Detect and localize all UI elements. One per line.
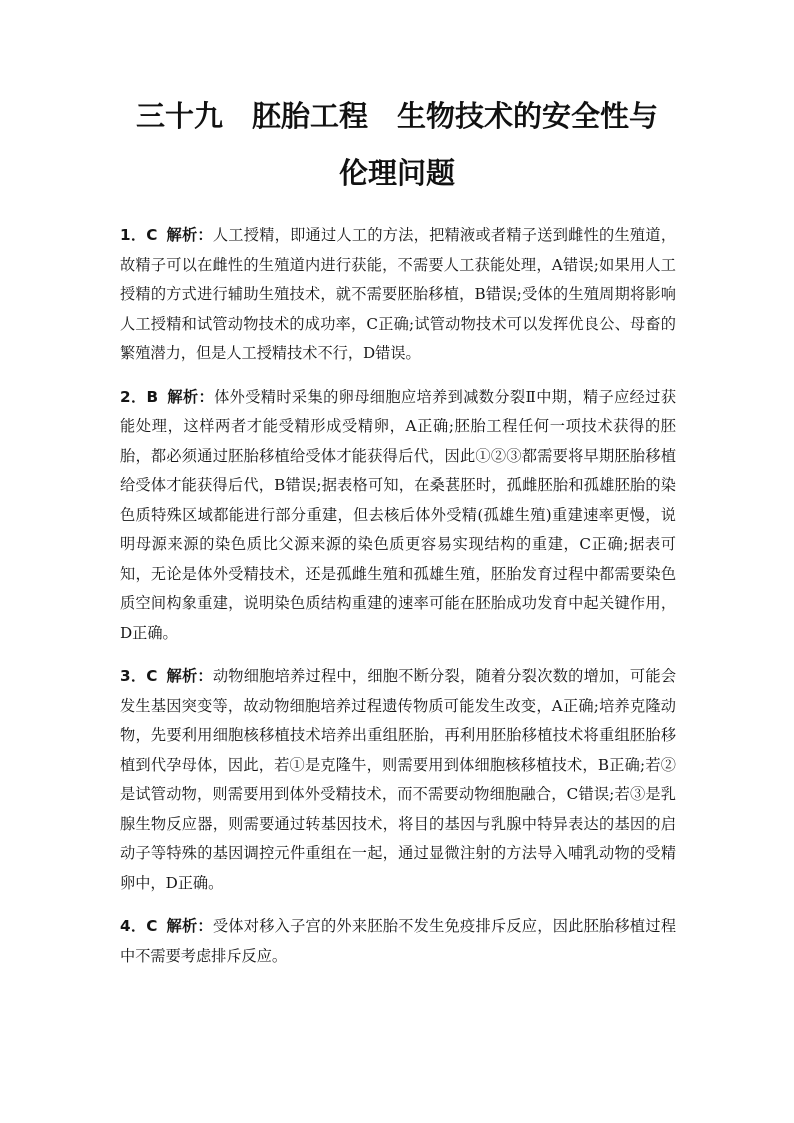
analysis-label: 解析： xyxy=(166,917,213,935)
answer-number: 4．C xyxy=(120,917,158,935)
analysis-label: 解析： xyxy=(166,667,213,685)
analysis-text: 动物细胞培养过程中，细胞不断分裂，随着分裂次数的增加，可能会发生基因突变等，故动物细胞培养过程遗传物质可能发生改变，A正确;培养克隆动物，先要利用细胞核移植技术培养出重组胚胎，再利用胚胎移植技术将重组胚胎移植到代孕母体，因此，若①是克隆牛，则需要用到体细胞核移植技术，B正确;若②是试管动物，则需要用到体外受精技术，而不需要动物细胞融合，C错误;若③是乳腺生物反应器，则需要通过转基因技术，将目的基因与乳腺中特异表达的基因的启动子等特殊的基因调控元件重组在一起，通过显微注射的方法导入哺乳动物的受精卵中，D正确。 xyxy=(120,667,677,892)
answer-item-2 xyxy=(120,383,676,649)
page-title-line-1: 三十九 胚胎工程 生物技术的安全性与 xyxy=(135,99,658,133)
answer-item-1 xyxy=(120,221,676,369)
analysis-label: 解析： xyxy=(166,226,213,244)
analysis-text: 人工授精，即通过人工的方法，把精液或者精子送到雌性的生殖道，故精子可以在雌性的生殖道内进行获能，不需要人工获能处理，A错误;如果用人工授精的方式进行辅助生殖技术，就不需要胚胎移植，B错误;受体的生殖周期将影响人工授精和试管动物技术的成功率，C正确;试管动物技术可以发挥优良公、母畜的繁殖潜力，但是人工授精技术不行，D错误。 xyxy=(120,226,677,362)
analysis-text: 体外受精时采集的卵母细胞应培养到减数分裂Ⅱ中期，精子应经过获能处理，这样两者才能受精形成受精卵，A正确;胚胎工程任何一项技术获得的胚胎，都必须通过胚胎移植给受体才能获得后代，因此①②③都需要将早期胚胎移植给受体才能获得后代，B错误;据表格可知，在桑葚胚时，孤雌胚胎和孤雄胚胎的染色质特殊区域都能进行部分重建，但去核后体外受精(孤雄生殖)重建速率更慢，说明母源来源的染色质比父源来源的染色质更容易实现结构的重建，C正确;据表可知，无论是体外受精技术，还是孤雌生殖和孤雄生殖，胚胎发育过程中都需要染色质空间构象重建，说明染色质结构重建的速率可能在胚胎成功发育中起关键作用，D正确。 xyxy=(120,387,677,642)
answer-item-4 xyxy=(120,912,676,971)
analysis-label: 解析： xyxy=(167,387,215,406)
answer-number: 2．B xyxy=(120,387,159,406)
answer-list xyxy=(120,221,676,985)
analysis-text: 受体对移入子宫的外来胚胎不发生免疫排斥反应，因此胚胎移植过程中不需要考虑排斥反应。 xyxy=(120,917,677,965)
answer-number: 1．C xyxy=(120,226,158,244)
answer-number: 3．C xyxy=(120,667,158,685)
answer-item-3 xyxy=(120,662,676,898)
page-title-line-2: 伦理问题 xyxy=(338,156,455,190)
